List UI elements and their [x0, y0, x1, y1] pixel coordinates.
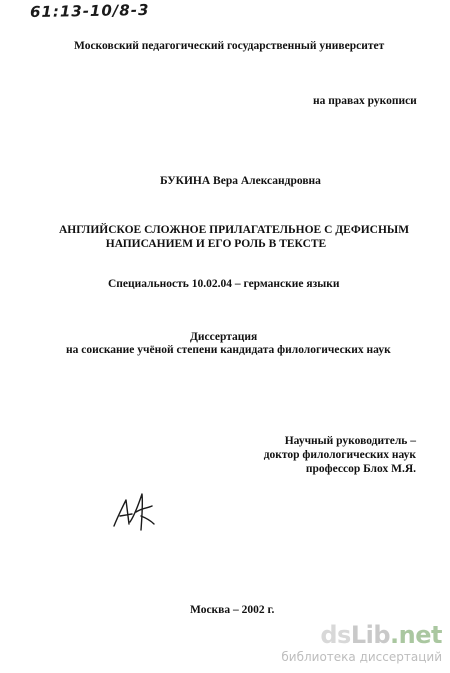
logo-part-lib: Lib: [350, 621, 391, 649]
dissertation-title-line-2: НАПИСАНИЕМ И ЕГО РОЛЬ В ТЕКСТЕ: [105, 238, 327, 250]
handwritten-signature: [108, 486, 158, 536]
dslib-logo: [281, 622, 442, 648]
city-and-year: Москва – 2002 г.: [190, 604, 275, 616]
watermark-subtitle: библиотека диссертаций: [281, 650, 442, 664]
supervisor-role: Научный руководитель –: [284, 435, 416, 447]
logo-part-ds: ds: [320, 621, 351, 649]
degree-sought: на соискание учёной степени кандидата филологических наук: [66, 344, 391, 356]
handwritten-catalog-stamp: 61:13-10/8-3: [29, 0, 150, 22]
dissertation-title-line-1: АНГЛИЙСКОЕ СЛОЖНОЕ ПРИЛАГАТЕЛЬНОЕ С ДЕФИСНЫМ: [58, 224, 410, 236]
supervisor-degree: доктор филологических наук: [263, 449, 416, 461]
dslib-watermark: [281, 622, 442, 664]
dissertation-title: [0, 223, 450, 251]
supervisor-block: [256, 434, 416, 476]
supervisor-name: профессор Блох М.Я.: [305, 463, 416, 475]
manuscript-rights-note: на правах рукописи: [313, 95, 417, 107]
document-type: Диссертация: [190, 331, 258, 343]
university-name: Московский педагогический государственный университет: [74, 40, 385, 52]
author-name: БУКИНА Вера Александровна: [160, 175, 321, 187]
logo-part-net: .net: [390, 621, 442, 649]
specialty-line: Специальность 10.02.04 – германские языки: [108, 278, 340, 290]
